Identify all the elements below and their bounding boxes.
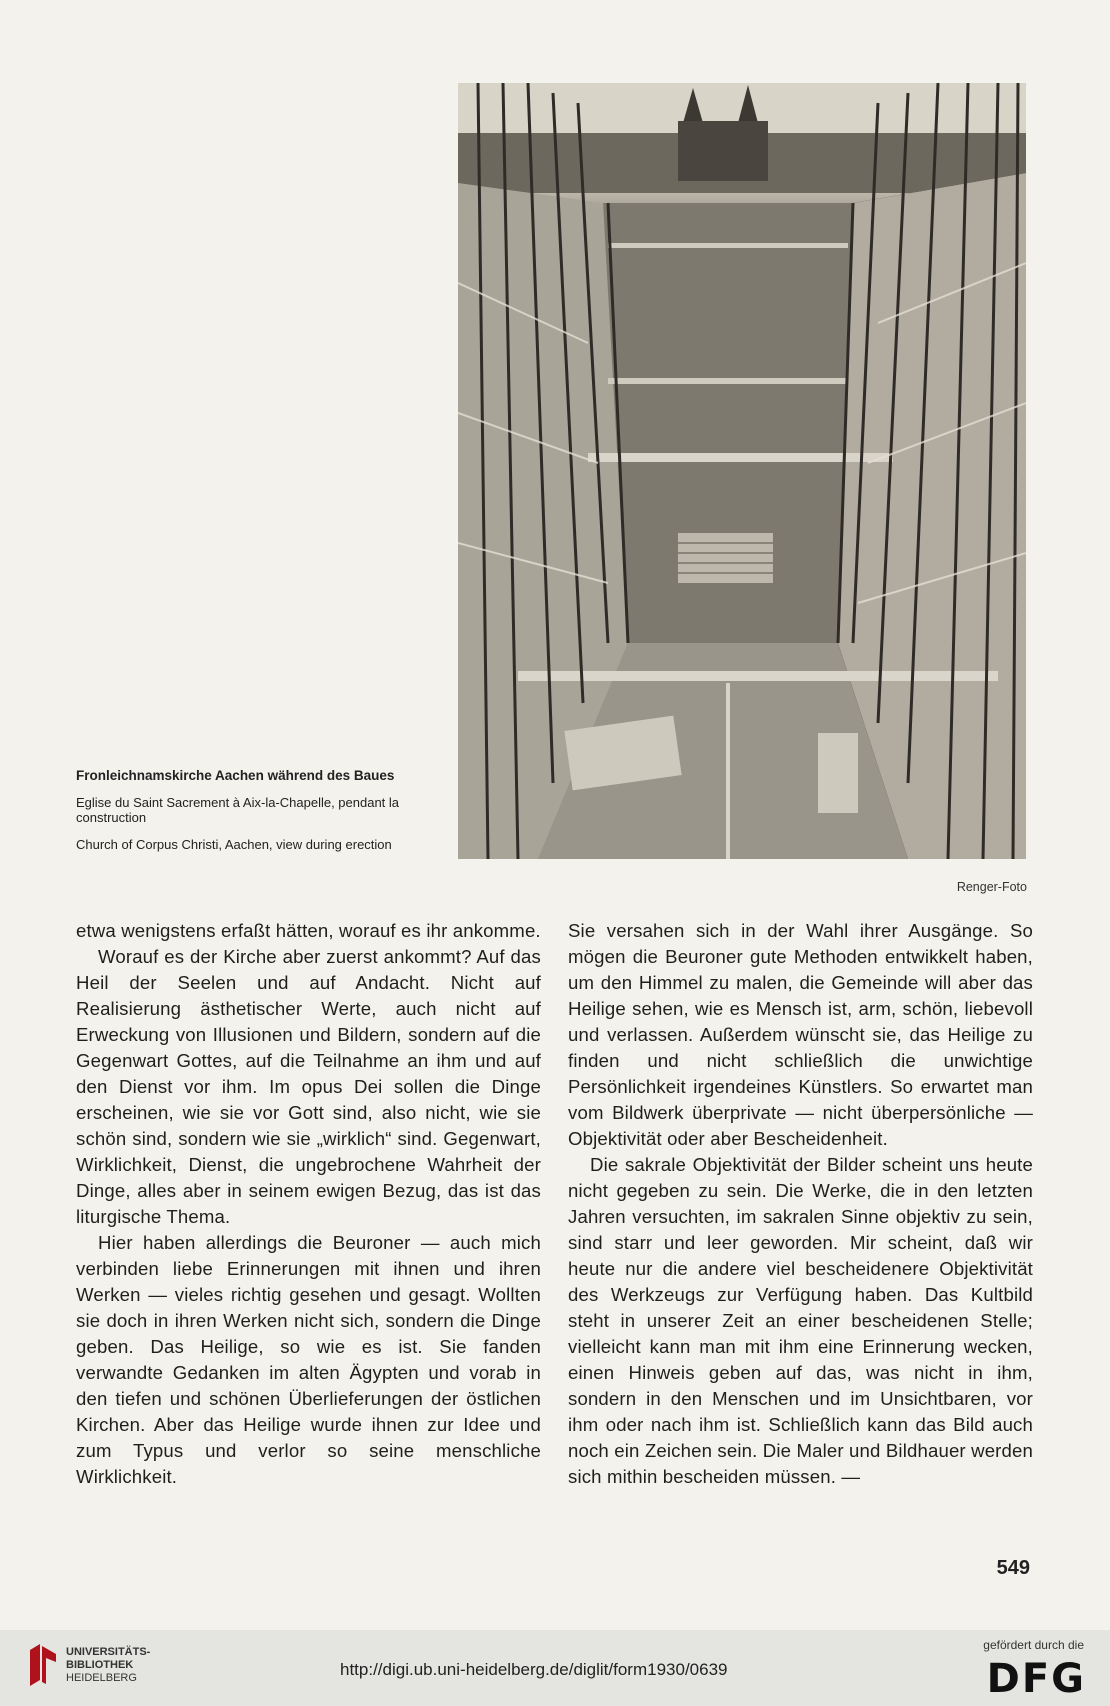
page-number: 549	[996, 1557, 1030, 1579]
footer-bar	[0, 1630, 1110, 1706]
text-column-right	[568, 918, 1033, 1490]
paragraph: Sie versahen sich in der Wahl ihrer Ausgänge. So mögen die Beuroner gute Methoden entwikkelt haben, um den Himmel zu malen, die Gemeinde will aber das Heilige sehen, wie es Mensch ist, arm, schön, liebevoll und verlassen. Außerdem wünscht sie, das Heilige zu finden und nicht schließlich die unwichtige Persönlichkeit irgendeines Künstlers. So erwartet man vom Bildwerk überprivate — nicht überpersönliche — Objektivität oder aber Bescheidenheit.	[568, 920, 1033, 1149]
paragraph: Worauf es der Kirche aber zuerst ankommt? Auf das Heil der Seelen und auf Andacht. Nicht auf Realisierung ästhetischer Werte, auch nicht auf Erweckung von Illusionen und Bildern, sondern auf die Gegenwart Gottes, auf die Teilnahme an ihm und auf den Dienst vor ihm. Im opus Dei sollen die Dinge erscheinen, wie sie vor Gott sind, also nicht, wie sie schön sind, sondern wie sie „wirklich“ sind. Gegenwart, Wirklichkeit, Dienst, die ungebrochene Wahrheit der Dinge, alles aber in seinem ewigen Bezug, das ist das liturgische Thema.	[76, 946, 541, 1227]
source-url-link[interactable]: http://digi.ub.uni-heidelberg.de/diglit/form1930/0639	[340, 1660, 728, 1679]
construction-photo	[458, 83, 1026, 859]
photo-credit: Renger-Foto	[956, 880, 1027, 894]
caption-french: Eglise du Saint Sacrement à Aix-la-Chapelle, pendant la construction	[76, 795, 400, 825]
funding-note: gefördert durch die	[983, 1638, 1084, 1652]
university-library-logo-icon	[26, 1640, 62, 1690]
dfg-logo: DFG	[986, 1656, 1086, 1702]
caption-german: Fronleichnamskirche Aachen während des Baues	[76, 768, 395, 783]
library-line-3: HEIDELBERG	[66, 1672, 137, 1684]
figure-caption	[76, 768, 456, 852]
paragraph: etwa wenigstens erfaßt hätten, worauf es ihr ankomme.	[76, 920, 541, 941]
scaffolding-illustration	[458, 83, 1026, 859]
text-column-left	[76, 918, 541, 1490]
paragraph: Die sakrale Objektivität der Bilder scheint uns heute nicht gegeben zu sein. Die Werke, die in den letzten Jahren versuchten, im sakralen Sinne objektiv zu sein, sind starr und leer geworden. Mir scheint, daß wir heute nur die andere viel bescheidenere Objektivität des Werkzeugs zur Verfügung haben. Das Kultbild steht in unserer Zeit an einer bescheidenen Stelle; vielleicht kann man mit ihm eine Erinnerung wecken, einen Hinweis geben auf das, was nicht in ihm, sondern in den Menschen und im Unsichtbaren, vor ihm oder nach ihm ist. Schließlich kann das Bild auch noch ein Zeichen sein. Die Maler und Bildhauer werden sich mithin bescheiden müssen. —	[568, 1154, 1033, 1487]
library-line-2: BIBLIOTHEK	[66, 1659, 134, 1671]
library-line-1: UNIVERSITÄTS-	[66, 1646, 151, 1658]
paragraph: Hier haben allerdings die Beuroner — auch mich verbinden liebe Erinnerungen mit ihnen und ihren Werken — vieles richtig gesehen und gesagt. Wollten sie doch in ihren Werken nicht sich, sondern die Dinge geben. Das Heilige, so wie es ist. Sie fanden verwandte Gedanken im alten Ägypten und vorab in den tiefen und schönen Überlieferungen der östlichen Kirchen. Aber das Heilige wurde ihnen zur Idee und zum Typus und verlor so seine menschliche Wirklichkeit.	[76, 1232, 541, 1487]
library-name	[66, 1646, 150, 1685]
caption-english: Church of Corpus Christi, Aachen, view during erection	[76, 837, 392, 852]
